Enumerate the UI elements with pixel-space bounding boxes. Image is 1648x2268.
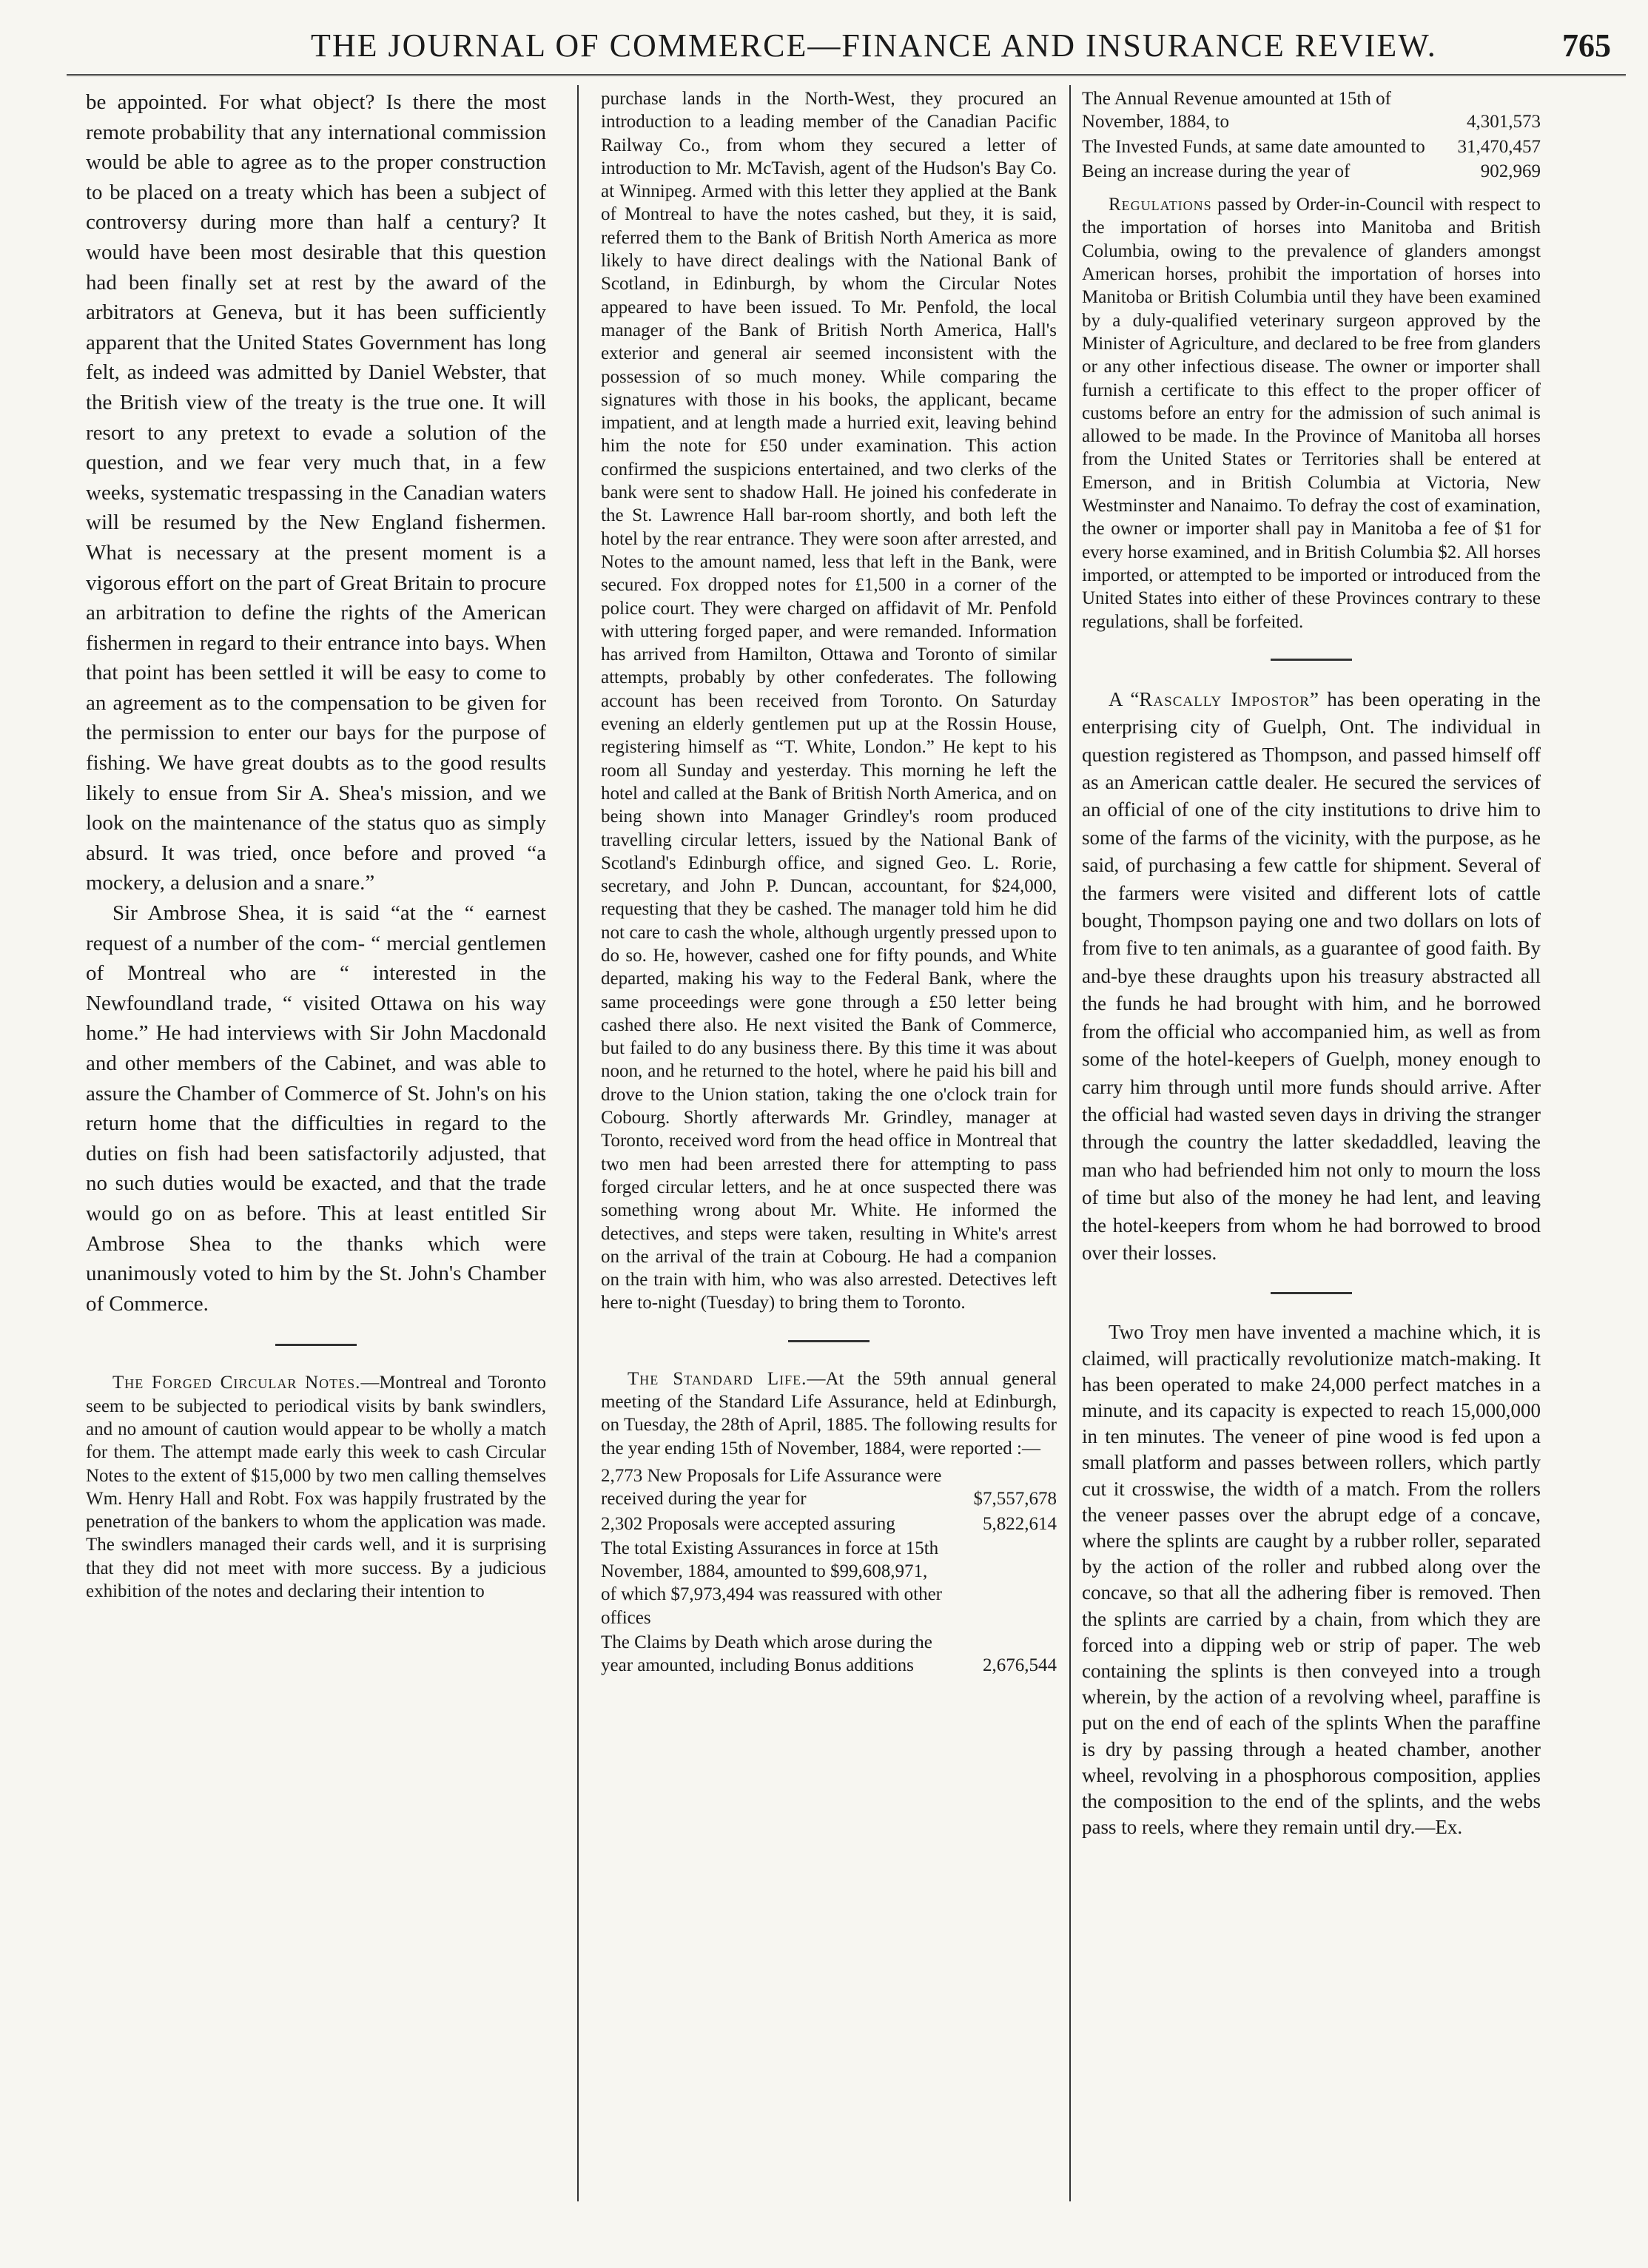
forged-notes-body: —Montreal and Toronto seem to be subjected to periodical visits by bank swindlers, and no amount of caution would appear to be wholly a match for them. The attempt made early this week to cash Circular Notes to the extent of $15,000 by two men calling themselves Wm. Henry Hall and Robt. Fox was happily frustrated by the penetration of the bankers to whom the application was made. The swindlers managed their cards well, and it is surprising that they did not meet with more success. By a judicious exhibition of the notes and declaring their intention to [86,1373,546,1602]
page-number: 765 [1562,27,1611,64]
results-row: The Claims by Death which arose during the year amounted, including Bonus additions 2,676,544 [601,1632,1057,1676]
journal-title: THE JOURNAL OF COMMERCE—FINANCE AND INSURANCE REVIEW. [311,27,1437,64]
horse-regulations-article [1082,193,1541,633]
column-divider-1 [577,85,579,2201]
impostor-body: ” has been operating in the enterprising city of Guelph, Ont. The individual in question registered as Thompson, and passed himself off as an American cattle dealer. He secured the services of an official of one of the city institutions to drive him to some of the farms of the vicinity, with the purpose, as he said, of purchasing a few cattle for shipment. Several of the farmers were visited and different lots of cattle bought, Thompson paying one and two dollars on lots of from five to ten animals, as a guarantee of good faith. By and-bye these draughts upon his treasury abstracted all the funds he had brought with him, and he borrowed from the official who accompanied him, as well as from some of the hotel-keepers of Guelph, money enough to carry him through until more funds should arrive. After the official had wasted seven days in driving the stranger through the country the latter skedaddled, leaving the man who had befriended him not only to mourn the loss of time but also of the money he had lent, and leaving the hotel-keepers from whom he had borrowed to brood over their losses. [1082,687,1541,1264]
regulations-body: passed by Order-in-Council with respect to the importation of horses into Manitoba and British Columbia, owing to the prevalence of glanders amongst American horses, prohibit the importation of horses into Manitoba or British Columbia until they have been examined by a duly-qualified veterinary surgeon approved by the Minister of Agriculture, and declared to be free from glanders or any other infectious disease. The owner or importer shall furnish a certificate to this effect to the proper officer of customs before an entry for the admission of such animal is allowed to be made. In the Province of Manitoba all horses from the United States or Territories shall be entered at Emerson, and in British Columbia at Victoria, New Westminster and Nanaimo. To defray the cost of examination, the owner or importer shall pay in Manitoba a fee of $1 for every horse examined, and in British Columbia $2. All horses imported, or attempted to be imported or introduced from the United States into either of these Provinces contrary to these regulations, shall be forfeited. [1082,195,1541,632]
rascally-impostor-article: A “Rascally Impostor” has been operating in the enterprising city of Guelph, Ont. The individual in question registered as Thompson, and passed himself off as an American cattle dealer. He secured the services of an official of one of the city institutions to drive him to some of the farms of the vicinity, with the purpose, as he said, of purchasing a few cattle for shipment. Several of the farmers were visited and different lots of cattle bought, Thompson paying one and two dollars on lots of from five to ten animals, as a guarantee of good faith. By and-bye these draughts upon his treasury abstracted all the funds he had brought with him, and he borrowed from the official who accompanied him, as well as from some of the hotel-keepers of Guelph, money enough to carry him through until more funds should arrive. After the official had wasted seven days in driving the stranger through the country the latter skedaddled, leaving the man who had befriended him not only to mourn the loss of time but also of the money he had lent, and leaving the hotel-keepers from whom he had borrowed to brood over their losses. [1082,687,1541,1264]
standard-life-heading: The Standard Life. [628,1368,807,1389]
standard-life-results [601,1464,1057,1678]
header-rule [67,74,1626,76]
standard-life-results-continued [1082,87,1541,183]
editorial-shea-paragraph: Sir Ambrose Shea, it is said “at the “ earnest request of a number of the com- “ mercial gentlemen of Montreal who are “ interested in the Newfoundland trade, “ visited Ottawa on his way home.” He had interviews with Sir John Macdonald and other members of the Cabinet, and was able to assure the Chamber of Commerce of St. John's on his return home that the difficulties in regard to the duties on fish had been satisfactorily adjusted, that no such duties would be exacted, and that the trade would go on as before. This at least entitled Sir Ambrose Shea to the thanks which were unanimously voted to him by the St. John's Chamber of Commerce. [86,901,546,1316]
regulations-heading: Regulations [1109,195,1212,215]
results-row: 2,773 New Proposals for Life Assurance were received during the year for $7,557,678 [601,1465,1057,1510]
impostor-heading: Rascally Impostor [1139,687,1310,710]
page-header [74,22,1633,74]
column-2 [601,87,1057,1679]
forged-notes-continued: purchase lands in the North-West, they procured an introduction to a leading member of the Canadian Pacific Railway Co., from whom they secured a letter of introduction to Mr. McTavish, agent of the Hudson's Bay Co. at Winnipeg. Armed with this letter they applied at the Bank of Montreal to have the notes cashed, but they, it is said, referred them to the Bank of British North America as more likely to have direct dealings with the National Bank of Scotland, in Edinburgh, by whom the Circular Notes appeared to have been issued. To Mr. Penfold, the local manager of the Bank of British North America, Hall's exterior and general air seemed inconsistent with the possession of so much money. While comparing the signatures with those in his books, the applicant, became impatient, and at length made a hurried exit, leaving behind him the note for £50 under examination. This action confirmed the suspicions entertained, and two clerks of the bank were sent to shadow Hall. He joined his confederate in the St. Lawrence Hall bar-room shortly, and both left the hotel by the rear entrance. They were soon after arrested, and Notes to the amount named, less that left in the Bank, were secured. Fox dropped notes for £1,500 in a corner of the police court. They were charged on affidavit of Mr. Penfold with uttering forged paper, and were remanded. Information has arrived from Hamilton, Ottawa and Toronto of similar attempts, probably by other confederates. The following account has been received from Toronto. On Saturday evening an elderly gentlemen put up at the Rossin House, registering himself as “T. White, London.” He kept to his room all Sunday and yesterday. This morning he left the hotel and called at the Bank of British North America, and on being shown into Manager Grindley's room produced travelling circular letters, issued by the National Bank of Scotland's Edinburgh office, and signed Geo. L. Rorie, secretary, and John P. Duncan, accountant, for $24,000, requesting that they be cashed. The manager told him he did not care to cash the whole, although urgently pressed upon to do so. He, however, cashed one for fifty pounds, and White departed, making his way to the Federal Bank, where the same proceedings were gone through a £50 letter being cashed there also. He next visited the Bank of Commerce, but failed to do any business there. By this time it was about noon, and he returned to the hotel, where he paid his bill and drove to the Union station, taking the one o'clock train for Cobourg. Shortly afterwards Mr. Grindley, manager at Toronto, received word from the head office in Montreal that two men had been arrested there for attempting to pass forged circular letters, and he at once suspected there was something wrong about Mr. White. He informed the detectives, and steps were taken, resulting in White's arrest on the arrival of the train at Cobourg. He had a companion on the train with him, who was also arrested. Detectives left here to-night (Tuesday) to bring them to Toronto. [601,89,1057,1313]
standard-life-intro: —At the 59th annual general meeting of the Standard Life Assurance, held at Edinburgh, on Tuesday, the 28th of April, 1885. The following results for the year ending 15th of November, 1884, were reported :— [601,1368,1057,1458]
match-machine-article: Two Troy men have invented a machine which, it is claimed, will practically revolutionize match-making. It has been operated to make 24,000 perfect matches in a minute, and its capacity is expected to reach 15,000,000 in ten minutes. The veneer of pine wood is fed upon a small platform and passes between rollers, which partly cut it crosswise, the width of a match. From the rollers the veneer passes over the abrupt edge of a concave, where the splints are caught by a rubber roller, separated by the action of the roller and rubbed along over the concave, so that all the adhering fiber is removed. Then the splints are carried by a chain, from which they are forced into a dipping web or strip of paper. The web containing the splints is then conveyed into a trough wherein, by the action of a revolving wheel, paraffine is put on the end of each of the splints When the paraffine is dry by passing through a heated chamber, another wheel, revolving in a phosphorous composition, applies the composition to the end of the splints, and the webs pass to reels, where they remain until dry.—Ex. [1082,1321,1541,1839]
forged-notes-article [86,1371,546,1603]
standard-life-article [601,1367,1057,1460]
section-rule [788,1340,870,1342]
results-row: The Annual Revenue amounted at 15th of November, 1884, to 4,301,573 [1082,89,1541,132]
column-1 [86,87,546,1603]
results-row: Being an increase during the year of 902,969 [1082,161,1541,181]
results-row: 2,302 Proposals were accepted assuring 5,822,614 [601,1513,1057,1534]
section-rule [1271,659,1352,661]
editorial-fisheries-paragraph: be appointed. For what object? Is there the most remote probability that any international commission would be able to agree as to the proper construction to be placed on a treaty which has been a subject of controversy during more than half a century? It would have been most desirable that this question had been finally set at rest by the award of the arbitrators at Geneva, but it has been sufficiently apparent that the United States Government has long felt, as indeed was admitted by Daniel Webster, that the British view of the treaty is the true one. It will resort to any pretext to evade a solution of the question, and we fear very much that, in a few weeks, systematic trespassing in the Canadian waters will be resumed by the New England fishermen. What is necessary at the present moment is a vigorous effort on the part of Great Britain to procure an arbitration to define the rights of the American fishermen in regard to their entrance into bays. When that point has been settled it will be easy to come to an agreement as to the compensation to be given for the permission to enter our bays for the purpose of fishing. We have great doubts as to the good results likely to ensue from Sir A. Shea's mission, and we look on the maintenance of the status quo as simply absurd. It was tried, once before and proved “a mockery, a delusion and a snare.” [86,90,546,895]
results-row: The Invested Funds, at same date amounted to 31,470,457 [1082,136,1541,157]
column-divider-2 [1069,85,1071,2201]
column-3 [1082,87,1541,1840]
section-rule [275,1344,357,1346]
results-row: The total Existing Assurances in force at 15th November, 1884, amounted to $99,608,971, of which $7,973,494 was reassured with other offices [601,1538,943,1628]
forged-notes-heading: The Forged Circular Notes. [112,1373,361,1393]
section-rule [1271,1292,1352,1294]
